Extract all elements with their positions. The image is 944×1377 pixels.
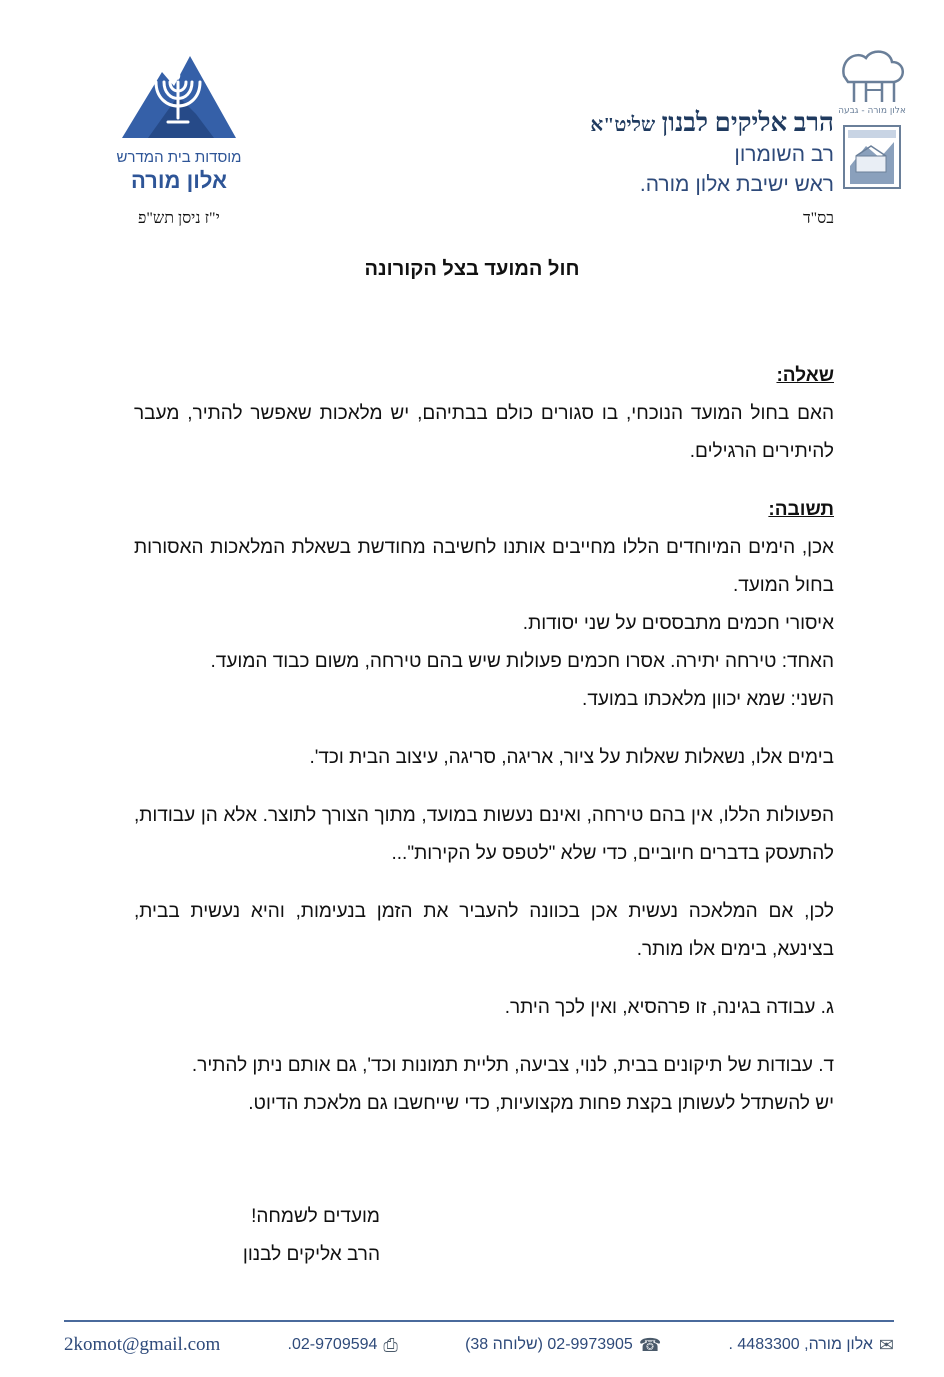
footer-phone <box>465 1335 661 1356</box>
answer-paragraph: לכן, אם המלאכה נעשית אכן בכוונה להעביר את הזמן בנעימות, והיא נעשית בבית, בצינעא, בימים אלו מותר. <box>134 901 834 960</box>
yeshiva-logo <box>836 46 908 194</box>
institution-name <box>100 148 258 194</box>
phone-text: 02-9973905 (שלוחה 38) <box>465 1336 633 1353</box>
answer-paragraph: הפעולות הללו, אין בהם טירחה, ואינם נעשות במועד, מתוך הצורך לתוצר. אלא הן עבודות, להתעסק בדברים חיוביים, כדי שלא "לטפס על הקירות"... <box>134 805 834 864</box>
answer-paragraph: איסורי חכמים מתבססים על שני יסודות. <box>522 613 834 634</box>
question-heading: שאלה: <box>776 365 834 386</box>
document-body <box>134 357 834 1123</box>
institution-line-2: אלון מורה <box>130 168 228 193</box>
rabbi-info <box>474 108 834 200</box>
rabbi-name <box>474 108 834 140</box>
rabbi-role-1: רב השומרון <box>734 143 834 166</box>
institution-line-1: מוסדות בית המדרש <box>116 149 242 166</box>
footer-address <box>729 1335 895 1356</box>
answer-paragraph: ד. עבודות של תיקונים בבית, לנוי, צביעה, תליית תמונות וכד', גם אותם ניתן להתיר. <box>191 1055 834 1076</box>
footer-email[interactable] <box>64 1334 220 1356</box>
answer-paragraph: האחד: טירחה יתירה. אסרו חכמים פעולות שיש בהם טירחה, משום כבוד המועד. <box>210 651 834 672</box>
fax-text: 02-9709594. <box>287 1336 378 1353</box>
rabbi-role-2: ראש ישיבת אלון מורה. <box>639 173 834 196</box>
bsd-mark: בס"ד <box>802 210 834 227</box>
signoff <box>200 1198 380 1274</box>
answer-paragraph: ג. עבודה בגינה, זו פרהסיא, ואין לכך היתר. <box>504 997 834 1018</box>
answer-paragraph: השני: שמא יכוון מלאכתו במועד. <box>582 689 834 710</box>
rabbi-name-text: הרב אליקים לבנון <box>661 108 834 137</box>
signature: הרב אליקים לבנון <box>242 1244 380 1265</box>
answer-paragraph: אכן, הימים המיוחדים הללו מחייבים אותנו לחשיבה מחודשת בשאלת המלאכות האסורות בחול המועד. <box>134 537 834 596</box>
question-text: האם בחול המועד הנוכחי, בו סגורים כולם בבתיהם, יש מלאכות שאפשר להתיר, מעבר להיתירים הרגילים. <box>134 403 834 462</box>
document-title: חול המועד בצל הקורונה <box>364 258 580 280</box>
phone-icon: ☎ <box>638 1334 662 1355</box>
fax-icon: ⎙ <box>383 1334 398 1355</box>
answer-paragraph: בימים אלו, נשאלות שאלות על ציור, אריגה, סריגה, עיצוב הבית וכד'. <box>309 747 834 768</box>
address-text: אלון מורה, 4483300 . <box>728 1336 873 1353</box>
footer <box>64 1331 894 1359</box>
answer-heading: תשובה: <box>768 499 834 520</box>
rabbi-title-suffix: שליט"א <box>590 114 656 136</box>
greeting: מועדים לשמחה! <box>251 1206 380 1227</box>
institution-logo <box>118 52 238 142</box>
footer-divider <box>64 1320 894 1322</box>
footer-fax <box>288 1335 398 1356</box>
envelope-icon: ✉ <box>878 1334 894 1355</box>
email-link[interactable]: 2komot@gmail.com <box>64 1334 221 1355</box>
right-logo-caption: אלון מורה - גבעה <box>838 106 906 116</box>
hebrew-date: י"ז ניסן תש"פ <box>138 210 220 227</box>
answer-paragraph: יש להשתדל לעשותן בקצת פחות מקצועיות, כדי שייחשבו גם מלאכת הדיוט. <box>248 1093 834 1114</box>
